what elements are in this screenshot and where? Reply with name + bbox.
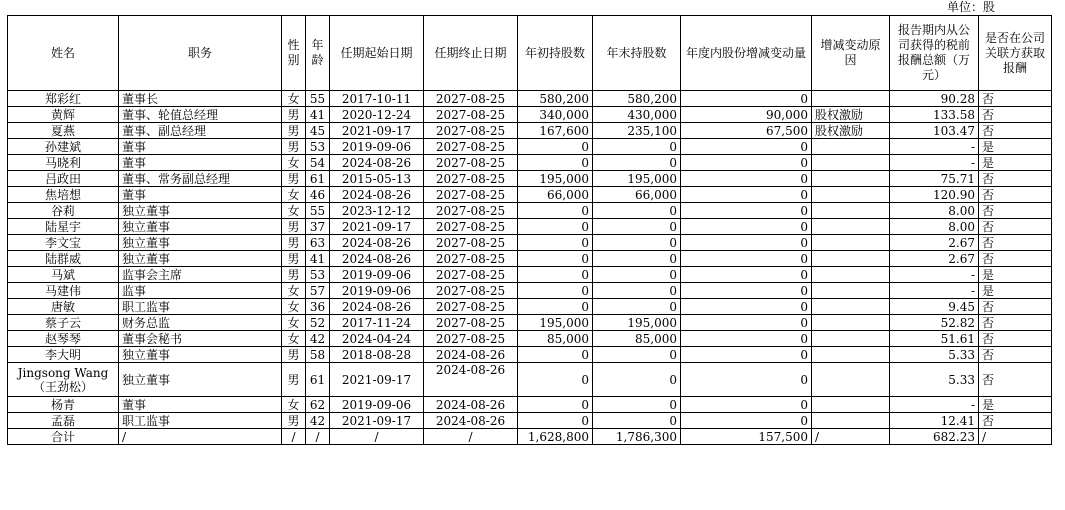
- cell-compensation: 2.67: [890, 251, 979, 267]
- cell-term-end: 2027-08-25: [424, 107, 518, 123]
- cell-related-party-pay: 否: [979, 347, 1052, 363]
- cell-share-change: 0: [681, 187, 812, 203]
- cell-gender: 男: [282, 267, 306, 283]
- cell-age: 53: [306, 139, 330, 155]
- cell-age: 54: [306, 155, 330, 171]
- cell-share-change: 0: [681, 171, 812, 187]
- cell-term-end: 2027-08-25: [424, 171, 518, 187]
- cell-gender: 女: [282, 155, 306, 171]
- cell-shares-end: 0: [593, 155, 681, 171]
- cell-name: 郑彩红: [8, 91, 119, 107]
- cell-change-reason: [812, 315, 890, 331]
- cell-name: 孟磊: [8, 413, 119, 429]
- cell-term-start: 2019-09-06: [330, 397, 424, 413]
- cell-name: 吕政田: [8, 171, 119, 187]
- cell-term-end: 2024-08-26: [424, 397, 518, 413]
- cell-age: 42: [306, 331, 330, 347]
- cell-shares-end: 0: [593, 251, 681, 267]
- cell-shares-end: 235,100: [593, 123, 681, 139]
- header-related-party-pay: 是否在公司关联方获取报酬: [979, 16, 1052, 91]
- cell-term-end: 2027-08-25: [424, 187, 518, 203]
- cell-shares-end: 0: [593, 267, 681, 283]
- cell-position: 监事: [119, 283, 282, 299]
- cell-compensation: 133.58: [890, 107, 979, 123]
- cell-share-change: 0: [681, 91, 812, 107]
- cell-position: 董事、常务副总经理: [119, 171, 282, 187]
- cell-compensation: -: [890, 155, 979, 171]
- cell-age: 41: [306, 251, 330, 267]
- cell-shares-end: 0: [593, 363, 681, 397]
- cell-term-end: 2027-08-25: [424, 139, 518, 155]
- cell-shares-end: 0: [593, 219, 681, 235]
- cell-compensation: -: [890, 283, 979, 299]
- table-row: [8, 91, 1052, 107]
- cell-change-reason: [812, 283, 890, 299]
- cell-term-end: /: [424, 429, 518, 445]
- cell-share-change: 0: [681, 315, 812, 331]
- cell-age: 62: [306, 397, 330, 413]
- cell-name: 焦培想: [8, 187, 119, 203]
- cell-position: 财务总监: [119, 315, 282, 331]
- table-row: [8, 123, 1052, 139]
- cell-shares-end: 580,200: [593, 91, 681, 107]
- cell-position: 董事长: [119, 91, 282, 107]
- cell-shares-end: 195,000: [593, 315, 681, 331]
- cell-change-reason: [812, 331, 890, 347]
- cell-name: 杨青: [8, 397, 119, 413]
- header-gender: 性别: [282, 16, 306, 91]
- cell-share-change: 0: [681, 331, 812, 347]
- cell-gender: 男: [282, 139, 306, 155]
- cell-term-start: 2019-09-06: [330, 139, 424, 155]
- cell-term-end: 2027-08-25: [424, 123, 518, 139]
- cell-term-start: 2024-08-26: [330, 155, 424, 171]
- cell-term-start: 2018-08-28: [330, 347, 424, 363]
- cell-related-party-pay: 是: [979, 139, 1052, 155]
- cell-gender: /: [282, 429, 306, 445]
- cell-term-end: 2027-08-25: [424, 315, 518, 331]
- cell-term-start: 2024-08-26: [330, 235, 424, 251]
- header-row: [8, 16, 1052, 91]
- cell-shares-begin: 0: [518, 413, 593, 429]
- cell-shares-end: 430,000: [593, 107, 681, 123]
- cell-share-change: 90,000: [681, 107, 812, 123]
- cell-related-party-pay: 否: [979, 203, 1052, 219]
- cell-position: 独立董事: [119, 203, 282, 219]
- cell-term-start: 2024-08-26: [330, 251, 424, 267]
- cell-term-end: 2027-08-25: [424, 155, 518, 171]
- cell-age: 55: [306, 91, 330, 107]
- cell-related-party-pay: 否: [979, 187, 1052, 203]
- cell-position: 独立董事: [119, 235, 282, 251]
- cell-share-change: 0: [681, 413, 812, 429]
- cell-related-party-pay: 否: [979, 251, 1052, 267]
- executive-shareholding-table: [7, 15, 1052, 445]
- cell-change-reason: [812, 139, 890, 155]
- cell-term-end: 2024-08-26: [424, 413, 518, 429]
- cell-name: 合计: [8, 429, 119, 445]
- table-row: [8, 171, 1052, 187]
- cell-position: 监事会主席: [119, 267, 282, 283]
- table-row: [8, 235, 1052, 251]
- cell-position: /: [119, 429, 282, 445]
- cell-share-change: 0: [681, 363, 812, 397]
- cell-shares-begin: 0: [518, 139, 593, 155]
- table-row: [8, 219, 1052, 235]
- cell-shares-begin: 0: [518, 267, 593, 283]
- cell-change-reason: [812, 235, 890, 251]
- table-row: [8, 107, 1052, 123]
- cell-related-party-pay: 否: [979, 123, 1052, 139]
- cell-change-reason: [812, 299, 890, 315]
- cell-term-end: 2027-08-25: [424, 299, 518, 315]
- table-row: [8, 413, 1052, 429]
- cell-share-change: 0: [681, 251, 812, 267]
- table-row: [8, 397, 1052, 413]
- cell-related-party-pay: 是: [979, 397, 1052, 413]
- cell-shares-begin: 0: [518, 235, 593, 251]
- cell-gender: 男: [282, 235, 306, 251]
- cell-name: 黄辉: [8, 107, 119, 123]
- cell-share-change: 67,500: [681, 123, 812, 139]
- cell-term-start: 2021-09-17: [330, 363, 424, 397]
- cell-share-change: 0: [681, 397, 812, 413]
- header-term-end: 任期终止日期: [424, 16, 518, 91]
- cell-shares-end: 0: [593, 139, 681, 155]
- cell-term-end: 2027-08-25: [424, 267, 518, 283]
- cell-change-reason: [812, 347, 890, 363]
- cell-age: 63: [306, 235, 330, 251]
- cell-gender: 男: [282, 363, 306, 397]
- cell-compensation: 120.90: [890, 187, 979, 203]
- cell-age: 41: [306, 107, 330, 123]
- cell-compensation: 9.45: [890, 299, 979, 315]
- table-row: [8, 267, 1052, 283]
- cell-term-start: 2017-11-24: [330, 315, 424, 331]
- cell-position: 职工监事: [119, 413, 282, 429]
- cell-shares-begin: 0: [518, 283, 593, 299]
- cell-position: 独立董事: [119, 363, 282, 397]
- cell-term-end: 2024-08-26: [424, 347, 518, 363]
- cell-related-party-pay: 否: [979, 363, 1052, 397]
- cell-shares-begin: 0: [518, 363, 593, 397]
- cell-name: 陆群威: [8, 251, 119, 267]
- cell-change-reason: 股权激励: [812, 123, 890, 139]
- cell-name: Jingsong Wang（王劲松）: [8, 363, 119, 397]
- cell-change-reason: [812, 251, 890, 267]
- cell-shares-begin: 1,628,800: [518, 429, 593, 445]
- table-row: [8, 331, 1052, 347]
- cell-age: 55: [306, 203, 330, 219]
- cell-share-change: 0: [681, 203, 812, 219]
- cell-position: 董事、副总经理: [119, 123, 282, 139]
- cell-term-start: 2021-09-17: [330, 219, 424, 235]
- cell-position: 董事: [119, 155, 282, 171]
- cell-age: 37: [306, 219, 330, 235]
- cell-gender: 男: [282, 171, 306, 187]
- cell-related-party-pay: 否: [979, 315, 1052, 331]
- cell-shares-end: 0: [593, 397, 681, 413]
- cell-gender: 女: [282, 299, 306, 315]
- cell-shares-begin: 0: [518, 203, 593, 219]
- cell-term-start: 2015-05-13: [330, 171, 424, 187]
- cell-related-party-pay: 是: [979, 267, 1052, 283]
- cell-gender: 男: [282, 251, 306, 267]
- header-position: 职务: [119, 16, 282, 91]
- cell-share-change: 0: [681, 235, 812, 251]
- cell-gender: 男: [282, 347, 306, 363]
- cell-compensation: -: [890, 267, 979, 283]
- cell-change-reason: 股权激励: [812, 107, 890, 123]
- cell-related-party-pay: /: [979, 429, 1052, 445]
- cell-shares-begin: 0: [518, 155, 593, 171]
- table-row: [8, 347, 1052, 363]
- header-share-change: 年度内股份增减变动量: [681, 16, 812, 91]
- cell-term-start: 2024-04-24: [330, 331, 424, 347]
- cell-compensation: -: [890, 139, 979, 155]
- cell-share-change: 0: [681, 219, 812, 235]
- cell-position: 董事: [119, 139, 282, 155]
- table-row: [8, 315, 1052, 331]
- header-change-reason: 增减变动原因: [812, 16, 890, 91]
- cell-share-change: 157,500: [681, 429, 812, 445]
- cell-term-end: 2027-08-25: [424, 331, 518, 347]
- cell-compensation: 12.41: [890, 413, 979, 429]
- cell-age: 52: [306, 315, 330, 331]
- cell-share-change: 0: [681, 155, 812, 171]
- cell-name: 唐敏: [8, 299, 119, 315]
- cell-gender: 男: [282, 123, 306, 139]
- cell-change-reason: [812, 397, 890, 413]
- cell-share-change: 0: [681, 267, 812, 283]
- cell-age: 61: [306, 171, 330, 187]
- header-name: 姓名: [8, 16, 119, 91]
- cell-change-reason: [812, 267, 890, 283]
- cell-related-party-pay: 否: [979, 91, 1052, 107]
- cell-change-reason: [812, 363, 890, 397]
- cell-shares-end: 66,000: [593, 187, 681, 203]
- cell-term-start: 2017-10-11: [330, 91, 424, 107]
- cell-term-start: 2021-09-17: [330, 413, 424, 429]
- cell-gender: 男: [282, 107, 306, 123]
- cell-gender: 女: [282, 315, 306, 331]
- cell-shares-begin: 0: [518, 347, 593, 363]
- cell-shares-end: 1,786,300: [593, 429, 681, 445]
- cell-position: 独立董事: [119, 219, 282, 235]
- unit-label: 单位：股: [946, 0, 995, 14]
- cell-term-end: 2027-08-25: [424, 283, 518, 299]
- cell-term-start: 2021-09-17: [330, 123, 424, 139]
- cell-name: 陆星宇: [8, 219, 119, 235]
- cell-term-start: 2023-12-12: [330, 203, 424, 219]
- cell-name: 蔡子云: [8, 315, 119, 331]
- cell-compensation: 2.67: [890, 235, 979, 251]
- cell-shares-end: 0: [593, 283, 681, 299]
- cell-related-party-pay: 否: [979, 413, 1052, 429]
- cell-shares-begin: 195,000: [518, 315, 593, 331]
- cell-name: 谷莉: [8, 203, 119, 219]
- cell-position: 独立董事: [119, 347, 282, 363]
- cell-shares-begin: 0: [518, 397, 593, 413]
- cell-gender: 男: [282, 219, 306, 235]
- cell-related-party-pay: 否: [979, 107, 1052, 123]
- cell-age: 46: [306, 187, 330, 203]
- cell-compensation: 52.82: [890, 315, 979, 331]
- table-row: [8, 139, 1052, 155]
- cell-change-reason: [812, 187, 890, 203]
- cell-change-reason: [812, 413, 890, 429]
- cell-shares-end: 0: [593, 235, 681, 251]
- cell-shares-begin: 340,000: [518, 107, 593, 123]
- cell-related-party-pay: 否: [979, 171, 1052, 187]
- cell-age: 53: [306, 267, 330, 283]
- cell-position: 董事: [119, 397, 282, 413]
- cell-compensation: 75.71: [890, 171, 979, 187]
- cell-shares-end: 85,000: [593, 331, 681, 347]
- cell-change-reason: [812, 171, 890, 187]
- cell-shares-end: 0: [593, 203, 681, 219]
- table-row: [8, 363, 1052, 397]
- cell-name: 夏燕: [8, 123, 119, 139]
- header-term-start: 任期起始日期: [330, 16, 424, 91]
- cell-position: 董事会秘书: [119, 331, 282, 347]
- table-row: [8, 203, 1052, 219]
- cell-change-reason: [812, 203, 890, 219]
- table-row: [8, 283, 1052, 299]
- cell-term-start: 2019-09-06: [330, 267, 424, 283]
- cell-shares-end: 0: [593, 347, 681, 363]
- cell-name: 李文宝: [8, 235, 119, 251]
- cell-compensation: 51.61: [890, 331, 979, 347]
- cell-related-party-pay: 否: [979, 299, 1052, 315]
- cell-gender: 女: [282, 187, 306, 203]
- cell-position: 职工监事: [119, 299, 282, 315]
- cell-term-end: 2027-08-25: [424, 219, 518, 235]
- cell-term-end: 2027-08-25: [424, 235, 518, 251]
- cell-position: 董事、轮值总经理: [119, 107, 282, 123]
- table-row: [8, 251, 1052, 267]
- cell-age: /: [306, 429, 330, 445]
- cell-compensation: 5.33: [890, 363, 979, 397]
- cell-name: 李大明: [8, 347, 119, 363]
- cell-shares-begin: 580,200: [518, 91, 593, 107]
- cell-related-party-pay: 是: [979, 155, 1052, 171]
- cell-term-end: 2024-08-26: [424, 363, 518, 397]
- cell-change-reason: [812, 91, 890, 107]
- cell-shares-end: 0: [593, 299, 681, 315]
- cell-term-end: 2027-08-25: [424, 203, 518, 219]
- cell-gender: 女: [282, 203, 306, 219]
- header-compensation: 报告期内从公司获得的税前报酬总额（万元）: [890, 16, 979, 91]
- cell-term-start: 2019-09-06: [330, 283, 424, 299]
- cell-age: 58: [306, 347, 330, 363]
- cell-gender: 男: [282, 413, 306, 429]
- cell-age: 45: [306, 123, 330, 139]
- cell-shares-begin: 85,000: [518, 331, 593, 347]
- cell-compensation: 8.00: [890, 219, 979, 235]
- cell-age: 57: [306, 283, 330, 299]
- cell-change-reason: /: [812, 429, 890, 445]
- cell-gender: 女: [282, 331, 306, 347]
- total-row: [8, 429, 1052, 445]
- cell-shares-begin: 195,000: [518, 171, 593, 187]
- cell-gender: 女: [282, 91, 306, 107]
- cell-age: 61: [306, 363, 330, 397]
- cell-share-change: 0: [681, 283, 812, 299]
- cell-related-party-pay: 否: [979, 235, 1052, 251]
- cell-name: 马晓利: [8, 155, 119, 171]
- cell-share-change: 0: [681, 299, 812, 315]
- cell-compensation: 90.28: [890, 91, 979, 107]
- cell-position: 董事: [119, 187, 282, 203]
- cell-related-party-pay: 是: [979, 283, 1052, 299]
- cell-compensation: 5.33: [890, 347, 979, 363]
- header-shares-begin: 年初持股数: [518, 16, 593, 91]
- cell-shares-begin: 167,600: [518, 123, 593, 139]
- header-age: 年龄: [306, 16, 330, 91]
- cell-term-start: 2020-12-24: [330, 107, 424, 123]
- cell-term-start: 2024-08-26: [330, 299, 424, 315]
- header-shares-end: 年末持股数: [593, 16, 681, 91]
- cell-term-end: 2027-08-25: [424, 251, 518, 267]
- cell-compensation: 103.47: [890, 123, 979, 139]
- cell-change-reason: [812, 155, 890, 171]
- cell-name: 赵琴琴: [8, 331, 119, 347]
- cell-term-start: 2024-08-26: [330, 187, 424, 203]
- cell-compensation: -: [890, 397, 979, 413]
- cell-position: 独立董事: [119, 251, 282, 267]
- cell-shares-begin: 0: [518, 299, 593, 315]
- cell-change-reason: [812, 219, 890, 235]
- cell-term-end: 2027-08-25: [424, 91, 518, 107]
- cell-shares-begin: 66,000: [518, 187, 593, 203]
- cell-gender: 女: [282, 283, 306, 299]
- cell-term-start: /: [330, 429, 424, 445]
- table-row: [8, 187, 1052, 203]
- cell-share-change: 0: [681, 139, 812, 155]
- cell-age: 42: [306, 413, 330, 429]
- cell-age: 36: [306, 299, 330, 315]
- cell-related-party-pay: 否: [979, 331, 1052, 347]
- cell-shares-begin: 0: [518, 219, 593, 235]
- cell-gender: 女: [282, 397, 306, 413]
- table-row: [8, 155, 1052, 171]
- cell-compensation: 8.00: [890, 203, 979, 219]
- cell-related-party-pay: 否: [979, 219, 1052, 235]
- cell-shares-end: 0: [593, 413, 681, 429]
- cell-name: 孙建斌: [8, 139, 119, 155]
- table-row: [8, 299, 1052, 315]
- cell-shares-begin: 0: [518, 251, 593, 267]
- cell-shares-end: 195,000: [593, 171, 681, 187]
- cell-share-change: 0: [681, 347, 812, 363]
- cell-name: 马建伟: [8, 283, 119, 299]
- cell-name: 马斌: [8, 267, 119, 283]
- cell-compensation: 682.23: [890, 429, 979, 445]
